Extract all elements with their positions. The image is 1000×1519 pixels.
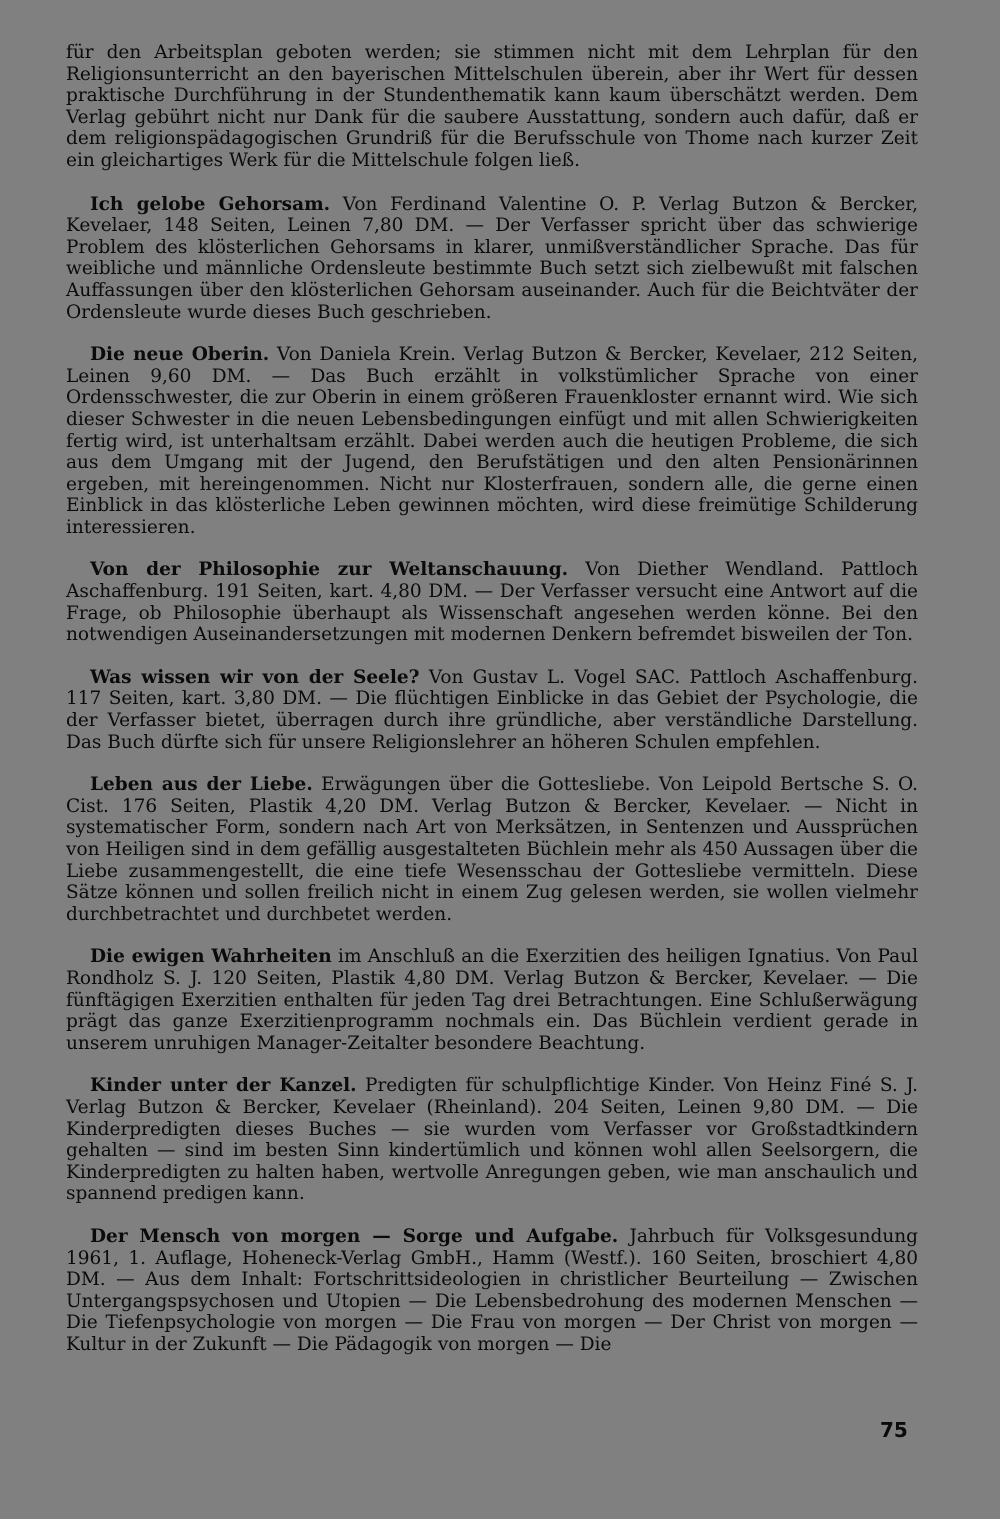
review-text: Von Diether Wendland. Pattloch Aschaffenburg. 191 Seiten, kart. 4,80 DM. — Der Verfasser versucht eine Antwort auf die Frage, ob Philosophie überhaupt als Wissenschaft angesehen werden könne. Bei den notwendigen Auseinandersetzungen mit modernen Denkern befremdet bisweilen der Ton.: [66, 559, 919, 646]
book-review: [66, 946, 918, 1054]
review-text: Jahrbuch für Volksgesundung 1961, 1. Auflage, Hoheneck-Verlag GmbH., Hamm (Westf.). 160 Seiten, broschiert 4,80 DM. — Aus dem Inhalt: Fortschrittsideologien in christlicher Beurteilung — Zwischen Untergangspsychosen und Utopien — Die Lebensbedrohung des modernen Menschen — Die Tiefenpsychologie von morgen — Die Frau von morgen — Der Christ von morgen — Kultur in der Zukunft — Die Pädagogik von morgen — Die: [66, 1225, 918, 1355]
book-title: Leben aus der Liebe.: [90, 774, 313, 796]
book-review: [66, 1226, 918, 1356]
book-title: Von der Philosophie zur Weltanschauung.: [90, 559, 569, 581]
book-title: Kinder unter der Kanzel.: [90, 1075, 357, 1097]
review-text: Erwägungen über die Gottesliebe. Von Leipold Bertsche S. O. Cist. 176 Seiten, Plastik 4,20 DM. Verlag Butzon & Bercker, Kevelaer. — Nicht in systematischer Form, sondern nach Art von Merksätzen, in Sentenzen und Aussprüchen von Heiligen sind in dem gefällig ausgestalteten Büchlein mehr als 450 Aussagen über die Liebe zusammengestellt, die eine tiefe Wesensschau der Gottesliebe vermitteln. Diese Sätze können und sollen freilich nicht in einem Zug gelesen werden, sie wollen vielmehr durchbetrachtet und durchbetet werden.: [66, 774, 918, 925]
book-review: [66, 344, 918, 538]
review-text: Predigten für schulpflichtige Kinder. Von Heinz Finé S. J. Verlag Butzon & Bercker, Kevelaer (Rheinland). 204 Seiten, Leinen 9,80 DM. — Die Kinderpredigten dieses Buches — sie wurden vom Verfasser vor Großstadtkindern gehalten — sind im besten Sinn kindertümlich und können wohl allen Seelsorgern, die Kinderpredigten zu halten haben, wertvolle Anregungen geben, wie man anschaulich und spannend predigen kann.: [66, 1075, 918, 1205]
page-number: 75: [880, 1418, 908, 1442]
book-title: Ich gelobe Gehorsam.: [90, 193, 331, 215]
review-paragraph: [66, 946, 918, 1054]
review-paragraph: [66, 194, 918, 324]
review-text: Von Ferdinand Valentine O. P. Verlag Butzon & Bercker, Kevelaer, 148 Seiten, Leinen 7,80 DM. — Der Verfasser spricht über das schwierige Problem des klösterlichen Gehorsams in klarer, unmißverständlicher Sprache. Das für weibliche und männliche Ordensleute bestimmte Buch setzt sich zielbewußt mit falschen Auffassungen über den klösterlichen Gehorsam auseinander. Auch für die Beichtväter der Ordensleute wurde dieses Buch geschrieben.: [66, 193, 918, 323]
book-title: Die ewigen Wahrheiten: [90, 946, 332, 968]
review-paragraph: [66, 1075, 918, 1205]
review-paragraph: [66, 559, 918, 645]
book-review: [66, 194, 918, 324]
review-text: Von Daniela Krein. Verlag Butzon & Bercker, Kevelaer, 212 Seiten, Leinen 9,60 DM. — Das Buch erzählt in volkstümlicher Sprache von einer Ordensschwester, die zur Oberin in einem größeren Frauenkloster ernannt wird. Wie sich dieser Schwester in die neuen Lebensbedingungen einfügt und mit allen Schwierigkeiten fertig wird, ist unterhaltsam erzählt. Dabei werden auch die heutigen Probleme, die sich aus dem Umgang mit der Jugend, den Berufstätigen und den alten Pensionärinnen ergeben, mit hereingenommen. Nicht nur Klosterfrauen, sondern alle, die gerne einen Einblick in das klösterliche Leben gewinnen möchten, wird diese freimütige Schilderung interessieren.: [66, 344, 918, 538]
book-review: [66, 559, 918, 645]
review-page: [66, 42, 918, 1376]
book-review: [66, 774, 918, 925]
review-paragraph: [66, 774, 918, 925]
review-text: im Anschluß an die Exerzitien des heiligen Ignatius. Von Paul Rondholz S. J. 120 Seiten, Plastik 4,80 DM. Verlag Butzon & Bercker, Kevelaer. — Die fünftägigen Exerzitien enthalten für jeden Tag drei Betrachtungen. Eine Schlußerwägung prägt das ganze Exerzitienprogramm nochmals ein. Das Büchlein verdient gerade in unserem unruhigen Manager-Zeitalter besondere Beachtung.: [66, 946, 918, 1054]
book-review: [66, 1075, 918, 1205]
book-review: [66, 667, 918, 753]
book-title: Was wissen wir von der Seele?: [90, 666, 420, 688]
review-paragraph: [66, 1226, 918, 1356]
review-text: Von Gustav L. Vogel SAC. Pattloch Aschaffenburg. 117 Seiten, kart. 3,80 DM. — Die flüchtigen Einblicke in das Gebiet der Psychologie, die der Verfasser bietet, überragen durch ihre gründliche, aber verständliche Darstellung. Das Buch dürfte sich für unsere Religionslehrer an höheren Schulen empfehlen.: [66, 666, 919, 753]
book-title: Der Mensch von morgen — Sorge und Aufgabe.: [90, 1225, 619, 1247]
book-title: Die neue Oberin.: [90, 344, 270, 366]
review-paragraph: [66, 667, 918, 753]
intro-paragraph: für den Arbeitsplan geboten werden; sie stimmen nicht mit dem Lehrplan für den Religionsunterricht an den bayerischen Mittelschulen überein, aber ihr Wert für dessen praktische Durchführung in der Stundenthematik kann kaum überschätzt werden. Dem Verlag gebührt nicht nur Dank für die saubere Ausstattung, sondern auch dafür, daß er dem religionspädagogischen Grundriß für die Berufsschule von Thome nach kurzer Zeit ein gleichartiges Werk für die Mittelschule folgen ließ.: [66, 42, 918, 171]
review-paragraph: [66, 344, 918, 538]
